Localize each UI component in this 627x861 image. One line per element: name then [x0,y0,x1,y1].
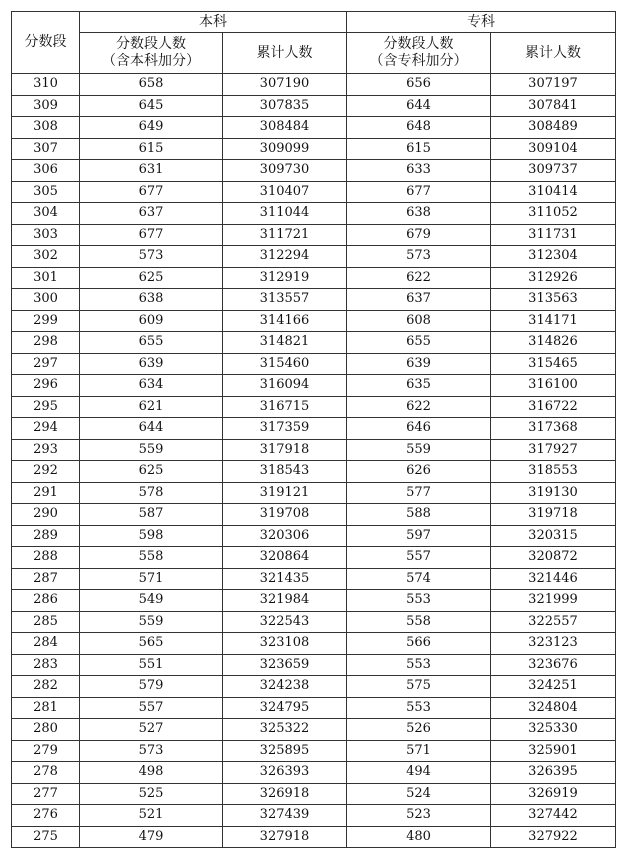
undergrad-cumulative-cell: 324238 [223,676,347,698]
undergrad-count-cell: 479 [80,826,223,848]
undergrad-count-cell: 658 [80,74,223,96]
table-row [12,332,616,354]
score-cell: 308 [12,117,80,139]
vocational-count-cell: 622 [347,396,491,418]
vocational-cumulative-cell: 307841 [491,95,616,117]
vocational-count-cell: 571 [347,740,491,762]
undergrad-cumulative-cell: 327918 [223,826,347,848]
undergrad-count-cell: 645 [80,95,223,117]
undergrad-cumulative-cell: 321435 [223,568,347,590]
undergrad-cumulative-cell: 321984 [223,590,347,612]
vocational-count-cell: 615 [347,138,491,160]
undergrad-count-cell: 573 [80,740,223,762]
table-row [12,181,616,203]
undergrad-count-cell: 587 [80,504,223,526]
score-cell: 282 [12,676,80,698]
score-cell: 294 [12,418,80,440]
undergrad-count-cell: 639 [80,353,223,375]
table-row [12,289,616,311]
vocational-count-cell: 633 [347,160,491,182]
score-cell: 302 [12,246,80,268]
vocational-count-cell: 597 [347,525,491,547]
undergrad-count-cell: 559 [80,611,223,633]
undergrad-cumulative-cell: 311721 [223,224,347,246]
undergrad-count-cell: 615 [80,138,223,160]
score-cell: 307 [12,138,80,160]
table-row [12,805,616,827]
table-row [12,826,616,848]
vocational-count-cell: 648 [347,117,491,139]
vocational-count-cell: 566 [347,633,491,655]
score-cell: 309 [12,95,80,117]
vocational-cumulative-cell: 311731 [491,224,616,246]
vocational-count-cell: 622 [347,267,491,289]
undergrad-count-cell: 621 [80,396,223,418]
table-row [12,719,616,741]
table-row [12,611,616,633]
vocational-cumulative-cell: 324804 [491,697,616,719]
table-row [12,74,616,96]
table-row [12,676,616,698]
vocational-cumulative-cell: 313563 [491,289,616,311]
vocational-cumulative-cell: 327442 [491,805,616,827]
undergrad-count-cell: 677 [80,224,223,246]
score-cell: 289 [12,525,80,547]
undergrad-count-cell: 527 [80,719,223,741]
undergrad-group-header: 本科 [80,12,347,33]
table-row [12,783,616,805]
score-cell: 301 [12,267,80,289]
undergrad-count-cell: 521 [80,805,223,827]
vocational-count-cell: 559 [347,439,491,461]
undergrad-cumulative-cell: 323659 [223,654,347,676]
vocational-count-cell: 524 [347,783,491,805]
undergrad-count-cell: 655 [80,332,223,354]
table-row [12,654,616,676]
undergrad-count-cell: 625 [80,461,223,483]
undergrad-count-cell: 625 [80,267,223,289]
vocational-count-cell: 635 [347,375,491,397]
undergrad-cumulative-cell: 312919 [223,267,347,289]
vocational-cumulative-cell: 312926 [491,267,616,289]
vocational-cumulative-cell: 311052 [491,203,616,225]
table-row [12,138,616,160]
table-row [12,525,616,547]
table-header [12,12,616,74]
undergrad-cumulative-cell: 316715 [223,396,347,418]
undergrad-count-cell: 557 [80,697,223,719]
undergrad-cumulative-cell: 314821 [223,332,347,354]
vocational-count-cell: 553 [347,697,491,719]
undergrad-cumulative-cell: 323108 [223,633,347,655]
undergrad-cumulative-cell: 318543 [223,461,347,483]
table-row [12,310,616,332]
table-row [12,482,616,504]
vocational-cumulative-cell: 309737 [491,160,616,182]
table-row [12,224,616,246]
table-row [12,117,616,139]
undergrad-cumulative-cell: 325895 [223,740,347,762]
undergrad-count-cell: 559 [80,439,223,461]
vocational-cumulative-cell: 319130 [491,482,616,504]
table-row [12,740,616,762]
undergrad-count-header [80,33,223,74]
score-cell: 275 [12,826,80,848]
undergrad-cumulative-cell: 326918 [223,783,347,805]
undergrad-count-header-line1: 分数段人数 [116,36,186,52]
vocational-count-cell: 575 [347,676,491,698]
vocational-cumulative-cell: 307197 [491,74,616,96]
undergrad-cumulative-cell: 311044 [223,203,347,225]
vocational-count-header [347,33,491,74]
undergrad-cumulative-cell: 307190 [223,74,347,96]
undergrad-cumulative-cell: 320306 [223,525,347,547]
undergrad-cumulative-cell: 317918 [223,439,347,461]
undergrad-cumulative-header: 累计人数 [223,33,347,74]
table-row [12,697,616,719]
vocational-count-cell: 577 [347,482,491,504]
undergrad-cumulative-cell: 325322 [223,719,347,741]
score-cell: 298 [12,332,80,354]
vocational-count-cell: 494 [347,762,491,784]
table-row [12,547,616,569]
vocational-count-cell: 526 [347,719,491,741]
undergrad-cumulative-cell: 307835 [223,95,347,117]
table-row [12,396,616,418]
table-row [12,160,616,182]
vocational-cumulative-cell: 316100 [491,375,616,397]
table-row [12,461,616,483]
undergrad-cumulative-cell: 319708 [223,504,347,526]
vocational-count-cell: 639 [347,353,491,375]
vocational-count-cell: 588 [347,504,491,526]
vocational-cumulative-cell: 315465 [491,353,616,375]
vocational-count-cell: 553 [347,654,491,676]
score-cell: 300 [12,289,80,311]
vocational-count-header-line1: 分数段人数 [383,36,454,52]
score-cell: 288 [12,547,80,569]
score-distribution-table [11,11,616,848]
vocational-cumulative-cell: 326919 [491,783,616,805]
undergrad-count-cell: 631 [80,160,223,182]
score-cell: 295 [12,396,80,418]
vocational-count-cell: 553 [347,590,491,612]
undergrad-count-cell: 551 [80,654,223,676]
table-row [12,95,616,117]
undergrad-cumulative-cell: 327439 [223,805,347,827]
undergrad-cumulative-cell: 310407 [223,181,347,203]
vocational-count-cell: 480 [347,826,491,848]
vocational-group-header: 专科 [347,12,616,33]
score-cell: 310 [12,74,80,96]
undergrad-cumulative-cell: 312294 [223,246,347,268]
vocational-count-cell: 573 [347,246,491,268]
vocational-cumulative-cell: 316722 [491,396,616,418]
undergrad-count-cell: 598 [80,525,223,547]
undergrad-cumulative-cell: 315460 [223,353,347,375]
undergrad-cumulative-cell: 322543 [223,611,347,633]
vocational-count-cell: 679 [347,224,491,246]
vocational-cumulative-cell: 323676 [491,654,616,676]
score-cell: 285 [12,611,80,633]
vocational-cumulative-cell: 312304 [491,246,616,268]
score-cell: 305 [12,181,80,203]
vocational-count-cell: 637 [347,289,491,311]
vocational-cumulative-cell: 321999 [491,590,616,612]
undergrad-count-cell: 571 [80,568,223,590]
vocational-count-cell: 638 [347,203,491,225]
table-row [12,590,616,612]
undergrad-count-cell: 578 [80,482,223,504]
vocational-count-cell: 626 [347,461,491,483]
table-row [12,418,616,440]
score-cell: 278 [12,762,80,784]
score-cell: 296 [12,375,80,397]
undergrad-count-cell: 549 [80,590,223,612]
table-row [12,568,616,590]
vocational-cumulative-cell: 324251 [491,676,616,698]
vocational-cumulative-cell: 323123 [491,633,616,655]
score-cell: 276 [12,805,80,827]
table-row [12,375,616,397]
score-cell: 286 [12,590,80,612]
score-cell: 306 [12,160,80,182]
vocational-cumulative-cell: 317368 [491,418,616,440]
score-cell: 283 [12,654,80,676]
header-sub-row [12,33,616,74]
score-cell: 293 [12,439,80,461]
vocational-cumulative-cell: 320315 [491,525,616,547]
vocational-count-cell: 558 [347,611,491,633]
vocational-cumulative-cell: 310414 [491,181,616,203]
vocational-cumulative-cell: 318553 [491,461,616,483]
undergrad-count-cell: 649 [80,117,223,139]
vocational-cumulative-cell: 327922 [491,826,616,848]
undergrad-count-header-line2: （含本科加分） [102,53,200,69]
table-row [12,633,616,655]
table-row [12,504,616,526]
undergrad-cumulative-cell: 324795 [223,697,347,719]
vocational-cumulative-cell: 325330 [491,719,616,741]
score-cell: 279 [12,740,80,762]
table-row [12,439,616,461]
vocational-count-cell: 677 [347,181,491,203]
score-cell: 284 [12,633,80,655]
vocational-cumulative-cell: 308489 [491,117,616,139]
score-segment-header: 分数段 [12,12,80,74]
vocational-count-cell: 644 [347,95,491,117]
undergrad-cumulative-cell: 308484 [223,117,347,139]
score-cell: 290 [12,504,80,526]
undergrad-count-cell: 677 [80,181,223,203]
undergrad-count-cell: 498 [80,762,223,784]
undergrad-cumulative-cell: 309730 [223,160,347,182]
undergrad-count-cell: 525 [80,783,223,805]
table-row [12,267,616,289]
vocational-count-cell: 574 [347,568,491,590]
undergrad-count-cell: 638 [80,289,223,311]
score-cell: 303 [12,224,80,246]
table-row [12,203,616,225]
vocational-count-cell: 646 [347,418,491,440]
header-group-row [12,12,616,33]
vocational-cumulative-cell: 321446 [491,568,616,590]
undergrad-cumulative-cell: 320864 [223,547,347,569]
undergrad-count-cell: 634 [80,375,223,397]
score-cell: 281 [12,697,80,719]
vocational-cumulative-cell: 314826 [491,332,616,354]
undergrad-count-cell: 609 [80,310,223,332]
vocational-cumulative-header: 累计人数 [491,33,616,74]
vocational-cumulative-cell: 309104 [491,138,616,160]
score-cell: 291 [12,482,80,504]
vocational-cumulative-cell: 314171 [491,310,616,332]
vocational-cumulative-cell: 317927 [491,439,616,461]
undergrad-cumulative-cell: 316094 [223,375,347,397]
score-cell: 280 [12,719,80,741]
table-row [12,246,616,268]
vocational-cumulative-cell: 326395 [491,762,616,784]
vocational-count-header-line2: （含专科加分） [369,53,468,69]
vocational-cumulative-cell: 322557 [491,611,616,633]
undergrad-cumulative-cell: 317359 [223,418,347,440]
table-row [12,762,616,784]
undergrad-count-cell: 558 [80,547,223,569]
vocational-count-cell: 656 [347,74,491,96]
vocational-count-cell: 523 [347,805,491,827]
score-cell: 299 [12,310,80,332]
score-cell: 297 [12,353,80,375]
undergrad-cumulative-cell: 313557 [223,289,347,311]
table-body [12,74,616,848]
undergrad-count-cell: 637 [80,203,223,225]
vocational-cumulative-cell: 319718 [491,504,616,526]
score-cell: 304 [12,203,80,225]
vocational-cumulative-cell: 325901 [491,740,616,762]
table-row [12,353,616,375]
undergrad-count-cell: 565 [80,633,223,655]
undergrad-cumulative-cell: 326393 [223,762,347,784]
score-cell: 292 [12,461,80,483]
score-cell: 287 [12,568,80,590]
score-cell: 277 [12,783,80,805]
undergrad-cumulative-cell: 319121 [223,482,347,504]
vocational-count-cell: 557 [347,547,491,569]
vocational-cumulative-cell: 320872 [491,547,616,569]
undergrad-cumulative-cell: 309099 [223,138,347,160]
undergrad-cumulative-cell: 314166 [223,310,347,332]
undergrad-count-cell: 644 [80,418,223,440]
undergrad-count-cell: 573 [80,246,223,268]
vocational-count-cell: 608 [347,310,491,332]
undergrad-count-cell: 579 [80,676,223,698]
vocational-count-cell: 655 [347,332,491,354]
